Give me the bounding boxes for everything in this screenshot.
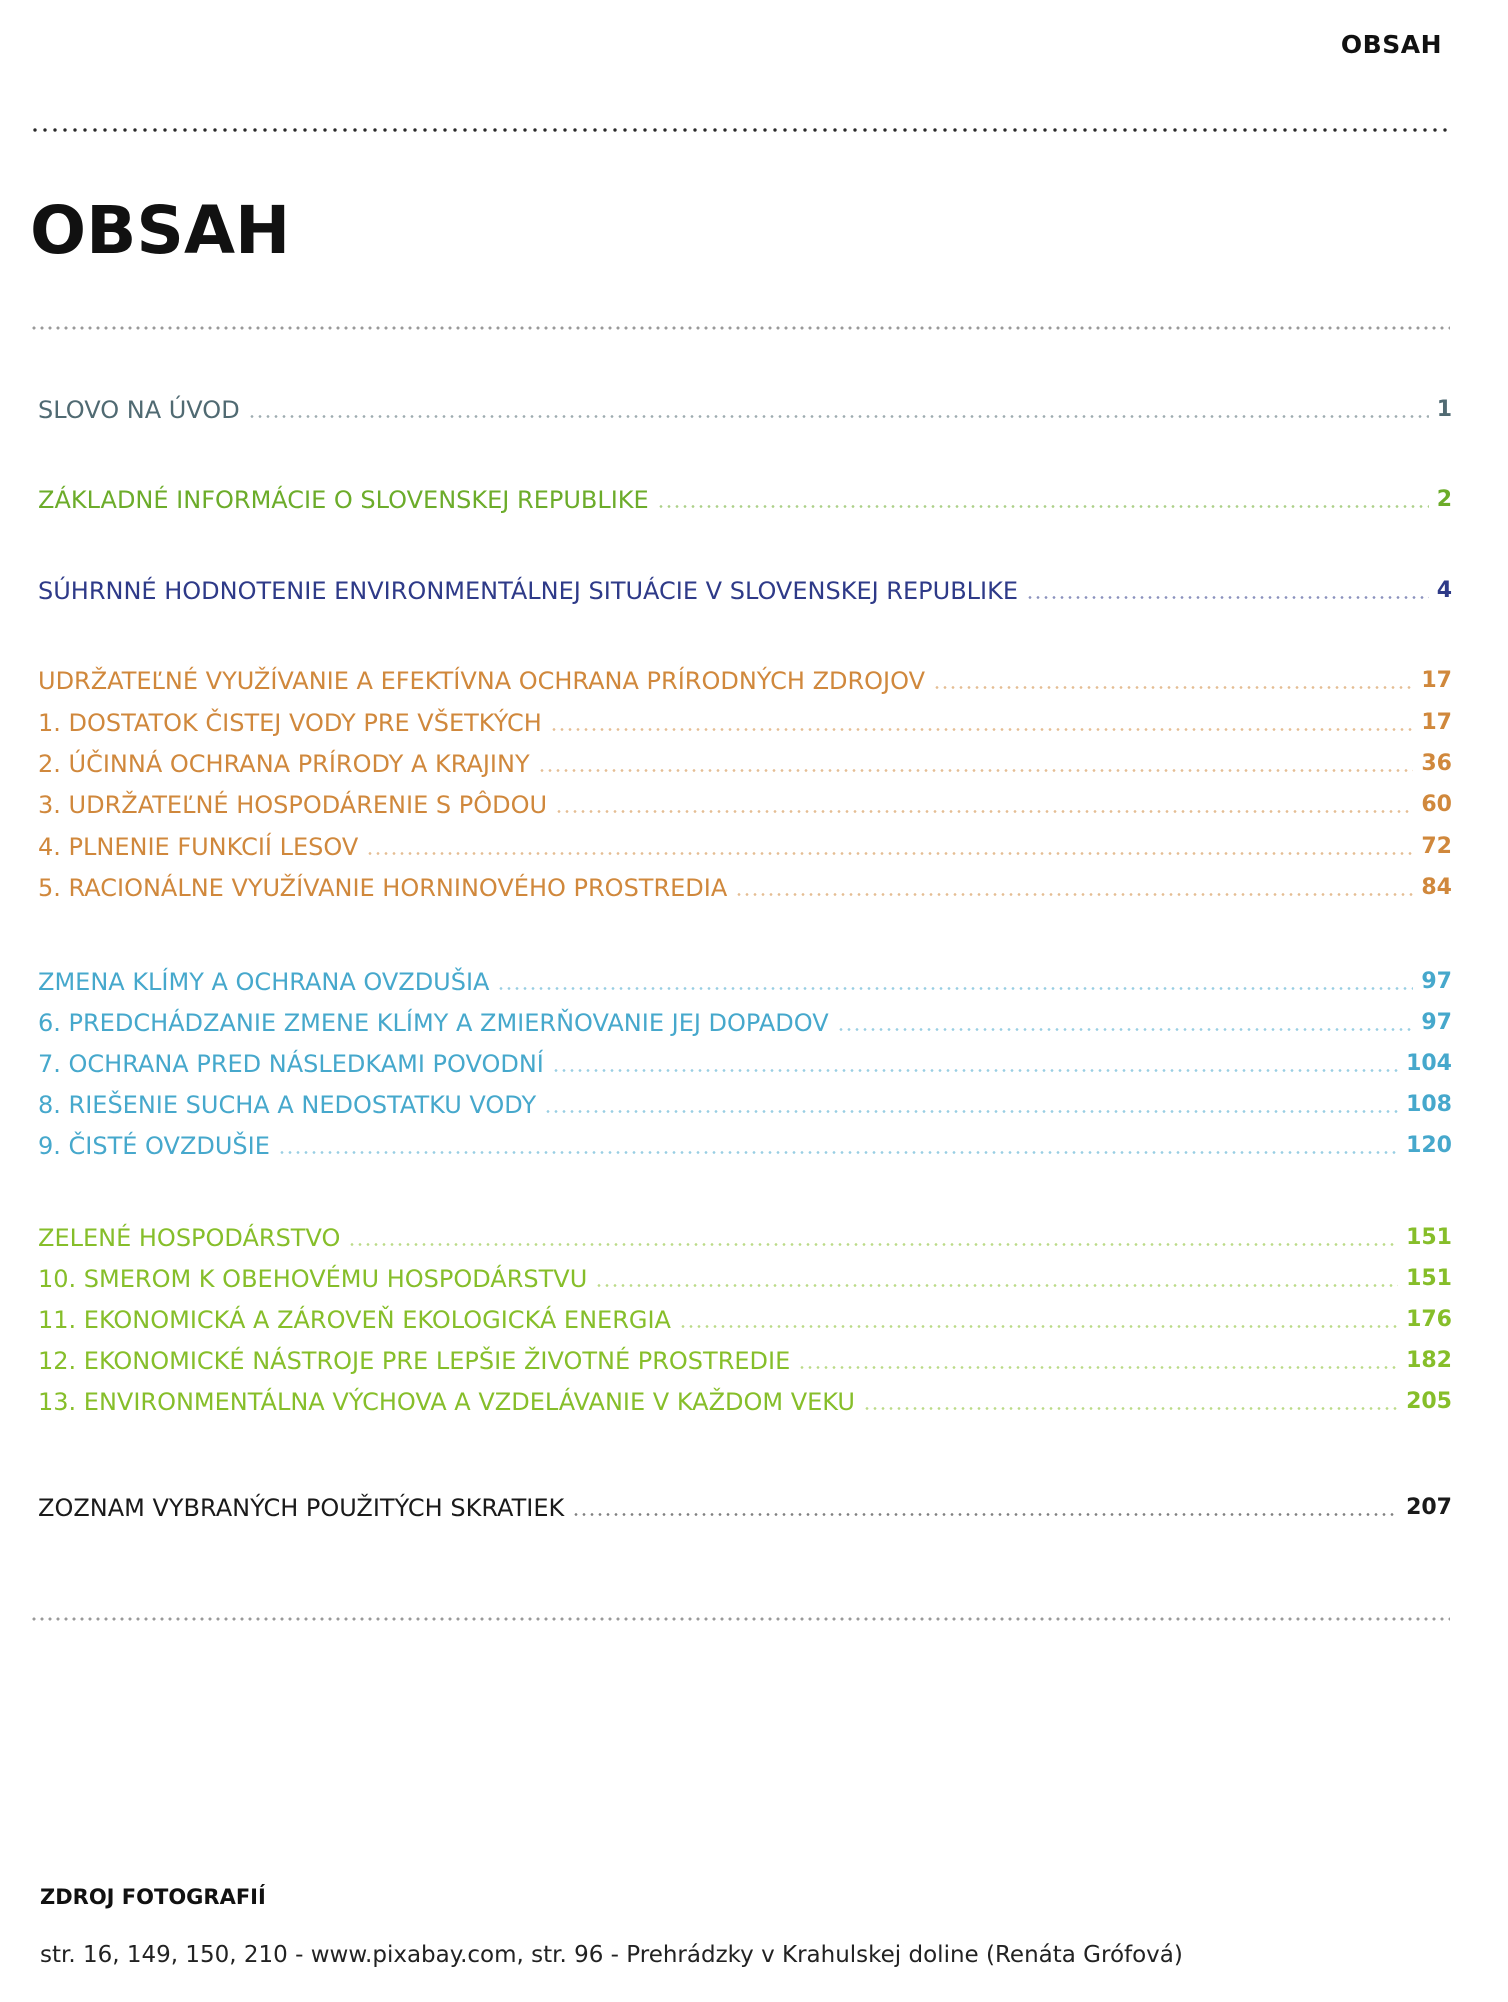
leader-dots xyxy=(572,1513,1398,1516)
toc-entry-label: 2. ÚČINNÁ OCHRANA PRÍRODY A KRAJINY xyxy=(38,750,530,778)
toc-entry-label: 1. DOSTATOK ČISTEJ VODY PRE VŠETKÝCH xyxy=(38,709,542,737)
toc-entry-label: 10. SMEROM K OBEHOVÉMU HOSPODÁRSTVU xyxy=(38,1265,588,1293)
leader-dots xyxy=(550,728,1414,731)
toc-entry-page: 205 xyxy=(1406,1389,1452,1414)
leader-dots xyxy=(544,1110,1398,1113)
toc-entry-page: 182 xyxy=(1406,1348,1452,1373)
leader-dots xyxy=(278,1151,1398,1154)
toc-entry-label: 3. UDRŽATEĽNÉ HOSPODÁRENIE S PÔDOU xyxy=(38,791,548,819)
title-divider xyxy=(30,326,1450,330)
toc-entry-page: 207 xyxy=(1406,1495,1452,1520)
leader-dots xyxy=(248,415,1429,418)
toc-entry-label: 9. ČISTÉ OVZDUŠIE xyxy=(38,1132,270,1160)
toc-entry-label: ZMENA KLÍMY A OCHRANA OVZDUŠIA xyxy=(38,968,490,996)
leader-dots xyxy=(933,686,1413,689)
toc-entry-chapter-12[interactable] xyxy=(38,1346,1452,1376)
toc-entry-page: 151 xyxy=(1406,1225,1452,1250)
toc-entry-zakladne[interactable] xyxy=(38,485,1452,515)
toc-entry-label: 6. PREDCHÁDZANIE ZMENE KLÍMY A ZMIERŇOVANIE JEJ DOPADOV xyxy=(38,1009,829,1037)
toc-entry-label: 13. ENVIRONMENTÁLNA VÝCHOVA A VZDELÁVANIE V KAŽDOM VEKU xyxy=(38,1388,855,1416)
toc-entry-zoznam[interactable] xyxy=(38,1493,1452,1523)
toc-entry-page: 2 xyxy=(1436,487,1452,512)
toc-entry-label: SÚHRNNÉ HODNOTENIE ENVIRONMENTÁLNEJ SITUÁCIE V SLOVENSKEJ REPUBLIKE xyxy=(38,577,1019,605)
toc-entry-page: 104 xyxy=(1406,1051,1452,1076)
page-title: OBSAH xyxy=(30,192,291,269)
toc-entry-page: 1 xyxy=(1436,397,1452,422)
toc-entry-chapter-1[interactable] xyxy=(38,708,1452,738)
leader-dots xyxy=(1026,596,1429,599)
toc-entry-label: ZOZNAM VYBRANÝCH POUŽITÝCH SKRATIEK xyxy=(38,1494,565,1522)
leader-dots xyxy=(595,1284,1398,1287)
toc-entry-label: UDRŽATEĽNÉ VYUŽÍVANIE A EFEKTÍVNA OCHRANA PRÍRODNÝCH ZDROJOV xyxy=(38,667,926,695)
toc-entry-label: ZELENÉ HOSPODÁRSTVO xyxy=(38,1224,341,1252)
toc-entry-page: 97 xyxy=(1421,1010,1452,1035)
leader-dots xyxy=(555,810,1413,813)
toc-entry-chapter-4[interactable] xyxy=(38,832,1452,862)
leader-dots xyxy=(348,1243,1398,1246)
running-head-title: OBSAH xyxy=(1340,30,1442,59)
toc-entry-page: 108 xyxy=(1406,1092,1452,1117)
toc-section-green-heading[interactable] xyxy=(38,1223,1452,1253)
toc-entry-chapter-13[interactable] xyxy=(38,1387,1452,1417)
toc-entry-page: 4 xyxy=(1436,578,1452,603)
toc-entry-page: 17 xyxy=(1421,668,1452,693)
toc-entry-chapter-11[interactable] xyxy=(38,1305,1452,1335)
toc-entry-label: 7. OCHRANA PRED NÁSLEDKAMI POVODNÍ xyxy=(38,1050,544,1078)
toc-entry-suhrnne[interactable] xyxy=(38,576,1452,606)
toc-entry-chapter-7[interactable] xyxy=(38,1049,1452,1079)
toc-entry-label: SLOVO NA ÚVOD xyxy=(38,396,240,424)
toc-entry-chapter-10[interactable] xyxy=(38,1264,1452,1294)
toc-entry-slovo[interactable] xyxy=(38,395,1452,425)
photo-credits-heading: ZDROJ FOTOGRAFIÍ xyxy=(40,1885,266,1909)
toc-entry-page: 84 xyxy=(1421,875,1452,900)
toc-entry-chapter-8[interactable] xyxy=(38,1090,1452,1120)
toc-section-resources-heading[interactable] xyxy=(38,666,1452,696)
toc-entry-label: 5. RACIONÁLNE VYUŽÍVANIE HORNINOVÉHO PROSTREDIA xyxy=(38,874,728,902)
leader-dots xyxy=(679,1325,1398,1328)
toc-entry-page: 72 xyxy=(1421,834,1452,859)
leader-dots xyxy=(366,852,1413,855)
leader-dots xyxy=(552,1069,1398,1072)
toc-entry-chapter-3[interactable] xyxy=(38,790,1452,820)
leader-dots xyxy=(497,987,1413,990)
toc-entry-label: 4. PLNENIE FUNKCIÍ LESOV xyxy=(38,833,359,861)
toc-entry-chapter-6[interactable] xyxy=(38,1008,1452,1038)
leader-dots xyxy=(798,1366,1398,1369)
leader-dots xyxy=(863,1407,1398,1410)
toc-entry-page: 36 xyxy=(1421,751,1452,776)
toc-entry-chapter-2[interactable] xyxy=(38,749,1452,779)
toc-entry-label: 11. EKONOMICKÁ A ZÁROVEŇ EKOLOGICKÁ ENERGIA xyxy=(38,1306,671,1334)
toc-entry-page: 97 xyxy=(1421,969,1452,994)
toc-entry-page: 176 xyxy=(1406,1307,1452,1332)
photo-credits-text: str. 16, 149, 150, 210 - www.pixabay.com, str. 96 - Prehrádzky v Krahulskej doline (Renáta Grófová) xyxy=(40,1942,1183,1968)
toc-entry-label: 8. RIEŠENIE SUCHA A NEDOSTATKU VODY xyxy=(38,1091,537,1119)
bottom-divider xyxy=(30,1617,1450,1621)
toc-entry-label: ZÁKLADNÉ INFORMÁCIE O SLOVENSKEJ REPUBLIKE xyxy=(38,486,649,514)
toc-entry-page: 151 xyxy=(1406,1266,1452,1291)
leader-dots xyxy=(735,893,1413,896)
toc-entry-page: 120 xyxy=(1406,1133,1452,1158)
top-divider xyxy=(30,128,1450,132)
toc-entry-page: 17 xyxy=(1421,710,1452,735)
toc-section-climate-heading[interactable] xyxy=(38,967,1452,997)
toc-entry-chapter-9[interactable] xyxy=(38,1131,1452,1161)
toc-entry-chapter-5[interactable] xyxy=(38,873,1452,903)
leader-dots xyxy=(837,1028,1414,1031)
leader-dots xyxy=(657,505,1429,508)
toc-entry-label: 12. EKONOMICKÉ NÁSTROJE PRE LEPŠIE ŽIVOTNÉ PROSTREDIE xyxy=(38,1347,791,1375)
toc-entry-page: 60 xyxy=(1421,792,1452,817)
leader-dots xyxy=(538,769,1414,772)
